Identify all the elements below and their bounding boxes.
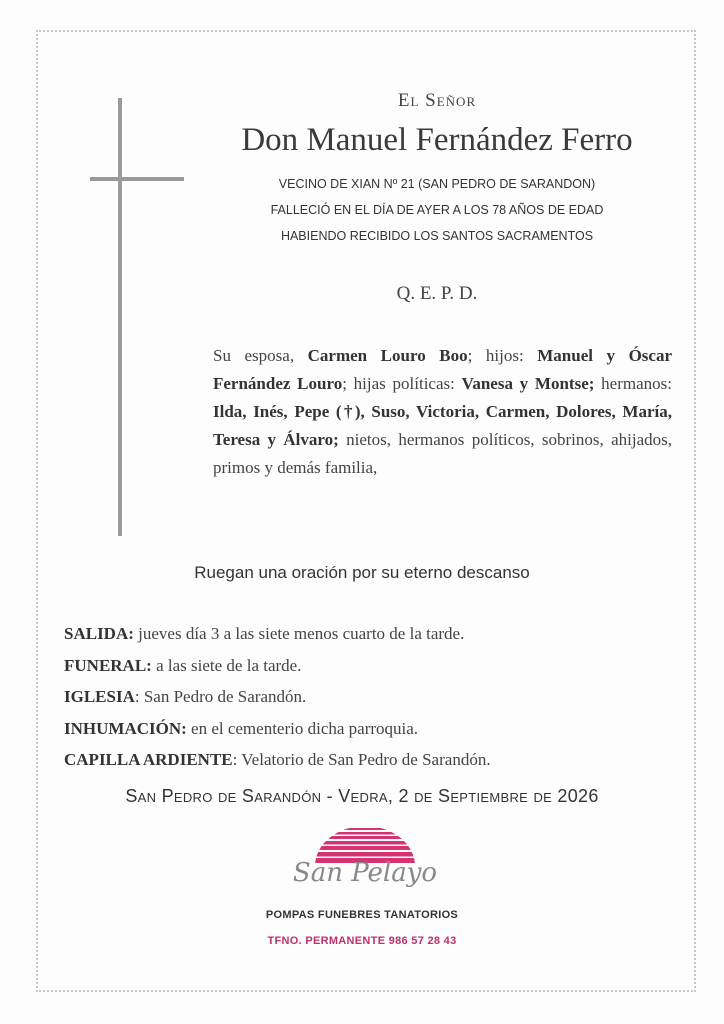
detail-label: CAPILLA ARDIENTE xyxy=(64,750,233,769)
logo-text: San Pelayo xyxy=(292,858,438,888)
detail-row xyxy=(64,683,684,715)
phone-number: TFNO. PERMANENTE 986 57 28 43 xyxy=(267,935,457,947)
place-date: San Pedro de Sarandón - Vedra, 2 de Septiembre de 2026 xyxy=(125,786,599,806)
family-text: hermanos: xyxy=(594,374,672,393)
service-details xyxy=(64,620,684,778)
qepd: Q. E. P. D. xyxy=(396,283,478,304)
san-pelayo-logo xyxy=(290,822,440,892)
detail-text: jueves día 3 a las siete menos cuarto de la tarde. xyxy=(133,624,465,643)
family-text: ; hijas políticas: xyxy=(342,374,462,393)
deceased-name: Don Manuel Fernández Ferro xyxy=(241,122,633,158)
in-laws-names: Vanesa y Montse; xyxy=(461,374,595,393)
prayer-line: Ruegan una oración por su eterno descanso xyxy=(194,563,530,582)
detail-row xyxy=(64,715,684,747)
detail-text: a las siete de la tarde. xyxy=(151,655,302,675)
cross-icon xyxy=(118,98,122,536)
family-paragraph xyxy=(213,342,672,482)
children-names: Manuel y Óscar Fernández Louro xyxy=(213,346,672,393)
company-name: POMPAS FUNEBRES TANATORIOS xyxy=(265,909,459,921)
residence-line: VECINO DE XIAN Nº 21 (SAN PEDRO DE SARANDON) xyxy=(278,177,596,191)
detail-row xyxy=(64,620,684,652)
spouse-name: Carmen Louro Boo xyxy=(307,346,468,365)
family-text: ; hijos: xyxy=(467,346,538,365)
family-text: nietos, hermanos políticos, sobrinos, ahijados, primos y demás familia, xyxy=(213,430,672,477)
detail-row xyxy=(64,652,684,684)
detail-label: SALIDA: xyxy=(64,624,134,643)
detail-label: INHUMACIÓN: xyxy=(64,718,187,738)
heading-title: El Señor xyxy=(397,90,477,111)
detail-row xyxy=(64,746,684,778)
detail-text: : Velatorio de San Pedro de Sarandón. xyxy=(232,750,491,769)
detail-text: en el cementerio dicha parroquia. xyxy=(186,718,419,738)
family-text: Su esposa, xyxy=(213,346,308,365)
detail-text: : San Pedro de Sarandón. xyxy=(134,687,307,706)
death-line: FALLECIÓ EN EL DÍA DE AYER A LOS 78 AÑOS DE EDAD xyxy=(270,203,604,217)
sacraments-line: HABIENDO RECIBIDO LOS SANTOS SACRAMENTOS xyxy=(280,229,594,243)
siblings-names: Ilda, Inés, Pepe (†), Suso, Victoria, Carmen, Dolores, María, Teresa y Álvaro; xyxy=(213,402,672,449)
detail-label: IGLESIA xyxy=(64,687,135,706)
detail-label: FUNERAL: xyxy=(64,655,152,675)
